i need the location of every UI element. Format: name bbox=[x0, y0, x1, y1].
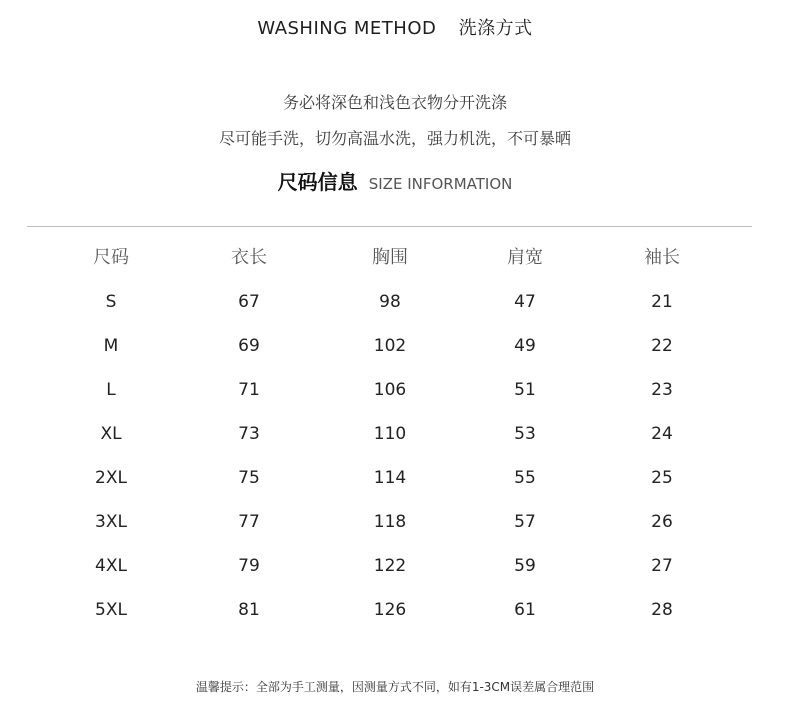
cell-shoulder: 51 bbox=[514, 380, 536, 400]
size-information-title-cn: 尺码信息 bbox=[277, 170, 358, 194]
cell-size: S bbox=[105, 292, 117, 312]
header-sleeve: 袖长 bbox=[644, 247, 680, 268]
cell-shoulder: 49 bbox=[514, 336, 536, 356]
header-length: 衣长 bbox=[231, 247, 267, 268]
cell-sleeve: 25 bbox=[651, 468, 673, 488]
cell-sleeve: 26 bbox=[651, 512, 673, 532]
header-shoulder: 肩宽 bbox=[507, 247, 543, 268]
cell-sleeve: 22 bbox=[651, 336, 673, 356]
cell-sleeve: 27 bbox=[651, 556, 673, 576]
washing-method-title-en: WASHING METHOD bbox=[257, 18, 437, 39]
cell-shoulder: 61 bbox=[514, 600, 536, 620]
cell-length: 77 bbox=[238, 512, 260, 532]
cell-chest: 102 bbox=[373, 336, 407, 356]
cell-chest: 106 bbox=[373, 380, 407, 400]
cell-shoulder: 57 bbox=[514, 512, 536, 532]
cell-chest: 114 bbox=[373, 468, 407, 488]
cell-size: 2XL bbox=[95, 468, 127, 488]
table-row bbox=[0, 588, 790, 632]
table-row bbox=[0, 412, 790, 456]
header-size: 尺码 bbox=[93, 247, 129, 268]
cell-chest: 122 bbox=[373, 556, 407, 576]
cell-length: 79 bbox=[238, 556, 260, 576]
cell-chest: 110 bbox=[373, 424, 407, 444]
table-row bbox=[0, 280, 790, 324]
cell-sleeve: 28 bbox=[651, 600, 673, 620]
cell-length: 81 bbox=[238, 600, 260, 620]
washing-method-title-cn: 洗涤方式 bbox=[458, 18, 533, 39]
size-information-title-en: SIZE INFORMATION bbox=[368, 175, 513, 193]
size-table bbox=[0, 236, 790, 632]
table-row bbox=[0, 500, 790, 544]
care-instruction-line-1: 务必将深色和浅色衣物分开洗涤 bbox=[282, 93, 507, 112]
divider-line bbox=[27, 226, 752, 227]
cell-length: 67 bbox=[238, 292, 260, 312]
size-information-title bbox=[0, 166, 790, 195]
table-row bbox=[0, 368, 790, 412]
cell-sleeve: 24 bbox=[651, 424, 673, 444]
header-chest: 胸围 bbox=[372, 247, 408, 268]
cell-chest: 126 bbox=[373, 600, 407, 620]
table-header-row bbox=[0, 236, 790, 280]
cell-shoulder: 47 bbox=[514, 292, 536, 312]
cell-shoulder: 59 bbox=[514, 556, 536, 576]
cell-shoulder: 53 bbox=[514, 424, 536, 444]
cell-length: 69 bbox=[238, 336, 260, 356]
care-instruction-line-2: 尽可能手洗，切勿高温水洗，强力机洗，不可暴晒 bbox=[218, 129, 571, 148]
cell-sleeve: 23 bbox=[651, 380, 673, 400]
cell-size: 4XL bbox=[95, 556, 127, 576]
cell-chest: 118 bbox=[373, 512, 407, 532]
cell-length: 73 bbox=[238, 424, 260, 444]
cell-size: 3XL bbox=[95, 512, 127, 532]
cell-length: 71 bbox=[238, 380, 260, 400]
cell-sleeve: 21 bbox=[651, 292, 673, 312]
cell-size: M bbox=[103, 336, 119, 356]
washing-method-title bbox=[0, 14, 790, 40]
table-row bbox=[0, 456, 790, 500]
cell-length: 75 bbox=[238, 468, 260, 488]
cell-chest: 98 bbox=[379, 292, 401, 312]
measurement-footnote: 温馨提示：全部为手工测量，因测量方式不同，如有1-3CM误差属合理范围 bbox=[195, 680, 595, 694]
cell-shoulder: 55 bbox=[514, 468, 536, 488]
table-row bbox=[0, 324, 790, 368]
cell-size: XL bbox=[100, 424, 122, 444]
cell-size: 5XL bbox=[95, 600, 127, 620]
cell-size: L bbox=[106, 380, 116, 400]
table-row bbox=[0, 544, 790, 588]
